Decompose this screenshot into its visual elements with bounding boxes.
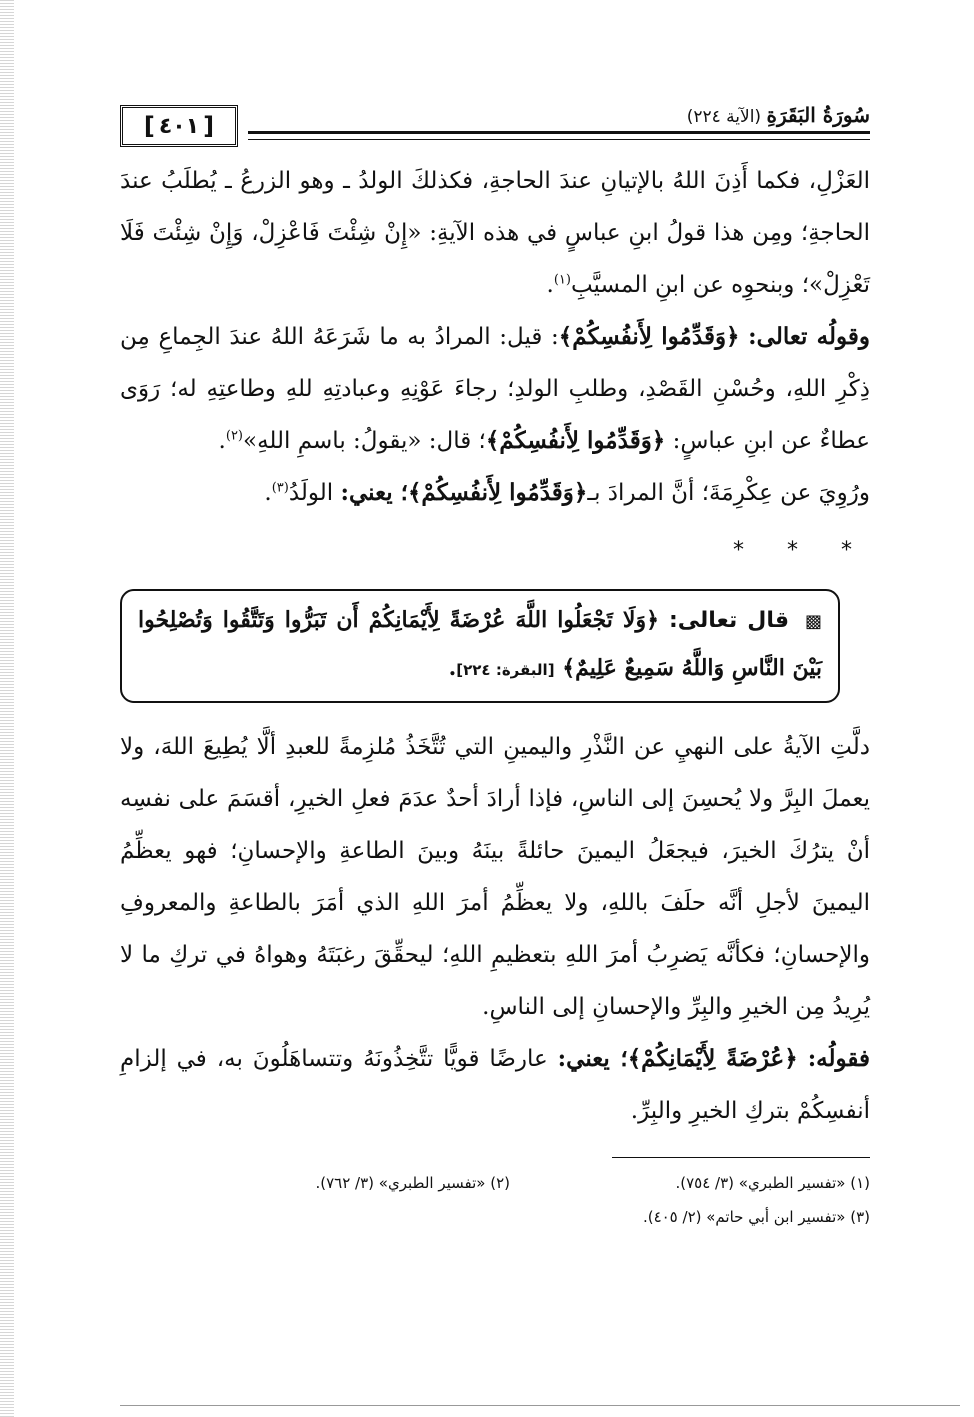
footnote-ref-2: (٢)	[225, 428, 243, 444]
lead-phrase-2: ؛ يعني:	[340, 479, 408, 506]
verse-reference: [البقرة: ٢٢٤]	[456, 661, 555, 679]
footnote-ref-1: (١)	[553, 272, 571, 288]
footnote-row-1	[120, 1166, 870, 1200]
quran-quote-3: ﴿وَقَدِّمُوا لِأَنفُسِكُمْ﴾	[407, 479, 588, 506]
quran-quote-2: ﴿وَقَدِّمُوا لِأَنفُسِكُمْ﴾	[485, 427, 666, 454]
footnote-separator	[612, 1157, 870, 1158]
section-divider-stars: * * *	[733, 538, 870, 563]
scan-edge-texture	[0, 0, 14, 1417]
footnote-1: (١) «تفسير الطبري» (٣/ ٧٥٤).	[675, 1174, 870, 1192]
book-page	[120, 95, 870, 1234]
ayah-label: (الآية ٢٢٤)	[686, 107, 762, 127]
paragraph-5-text: عارضًا قويًّا تتَّخِذُونَهُ وتتساهَلُونَ به، في إلزامِ أنفسِكُمْ بتركِ الخيرِ والبِرِّ.	[120, 1046, 870, 1124]
bracket-left: [	[143, 112, 155, 140]
bracket-right: ]	[203, 112, 215, 140]
body-text	[120, 155, 870, 577]
footnote-row-2	[120, 1200, 870, 1234]
paragraph-3-text-b: الولَدُ	[288, 480, 334, 506]
running-title	[687, 103, 870, 127]
paragraph-1-text: العَزْلِ، فكما أَذِنَ اللهُ بالإتيانِ عندَ الحاجةِ، فكذلكَ الولدُ ـ وهو الزرعُ ـ يُطلَبُ عندَ الحاجةِ؛ ومِن هذا قولُ ابنِ عباسٍ في هذه الآيةِ: «إِنْ شِئْتَ فَاعْزِلْ، وَإِنْ شِئْتَ فَلَا تَعْزِلْ»؛ وبنحوِه عن ابنِ المسيَّبِ	[120, 168, 870, 298]
quran-quote-4: ﴿عُرْضَةً لِأَيْمَانِكُمْ﴾	[627, 1045, 798, 1072]
header-rule-thick	[248, 131, 870, 134]
footnotes	[120, 1166, 870, 1234]
footnote-3: (٣) «تفسير ابن أبي حاتم» (٢/ ٤٠٥).	[642, 1208, 870, 1226]
lead-phrase-3: فقولُه:	[807, 1045, 871, 1072]
paragraph-2: وقولُه تعالى: ﴿وَقَدِّمُوا لِأَنفُسِكُمْ﴾: قيل: المرادُ به ما شَرَعَهُ اللهُ عندَ الجِماعِ مِن ذِكْرِ اللهِ، وحُسْنِ القَصْدِ، وطلبِ الولدِ؛ رجاءَ عَوْنِهِ وعبادتِهِ للهِ وطاعتِهِ له؛ رَوَى عطاءٌ عن ابنِ عباسٍ: ﴿وَقَدِّمُوا لِأَنفُسِكُمْ﴾؛ قال: «يقولُ: باسمِ اللهِ»$^{(٢)}$.	[120, 323, 870, 454]
verse-intro: قال تعالى:	[668, 608, 789, 633]
footnote-2: (٢) «تفسير الطبري» (٣/ ٧٦٢).	[315, 1174, 510, 1192]
paragraph-2-text-b: ؛ قال: «يقولُ: باسمِ اللهِ»	[243, 428, 486, 454]
verse-text: ﴿وَلَا تَجْعَلُوا اللَّهَ عُرْضَةً لِأَيْمَانِكُمْ أَن تَبَرُّوا وَتَتَّقُوا وَتُصْلِحُوا بَيْنَ النَّاسِ وَاللَّهُ سَمِيعٌ عَلِيمٌ﴾	[138, 607, 822, 681]
paragraph-3: ورُوِيَ عن عِكْرِمَةَ؛ أنَّ المرادَ بـ﴿وَقَدِّمُوا لِأَنفُسِكُمْ﴾؛ يعني: الولَدُ$^{(٣)}$.	[264, 479, 870, 506]
paragraph-3-text-a: ورُوِيَ عن عِكْرِمَةَ؛ أنَّ المرادَ بـ	[587, 480, 870, 506]
paragraph-5	[120, 1033, 870, 1137]
footnote-ref-3: (٣)	[271, 480, 289, 496]
paragraph-1: العَزْلِ، فكما أَذِنَ اللهُ بالإتيانِ عندَ الحاجةِ، فكذلكَ الولدُ ـ وهو الزرعُ ـ يُطلَبُ عندَ الحاجةِ؛ ومِن هذا قولُ ابنِ عباسٍ في هذه الآيةِ: «إِنْ شِئْتَ فَاعْزِلْ، وَإِنْ شِئْتَ فَلَا تَعْزِلْ»؛ وبنحوِه عن ابنِ المسيَّبِ$^{(١)}$.	[120, 168, 870, 298]
square-ornament-icon: ▩	[804, 611, 822, 632]
paragraph-4: دلَّتِ الآيةُ على النهيِ عن النَّذْرِ واليمينِ التي تُتَّخَذُ مُلزِمةً للعبدِ ألَّا يُطِيعَ اللهَ، ولا يعملَ البِرَّ ولا يُحسِنَ إلى الناسِ، فإذا أرادَ أحدٌ عدَمَ فعلِ الخيرِ، أقسَمَ على نفسِه أنْ يترُكَ الخيرَ، فيجعَلُ اليمينَ حائلةً بينَهُ وبينَ الطاعةِ والإحسانِ؛ فهو يعظِّمُ اليمينَ لأجلِ أنَّه حلَفَ باللهِ، ولا يعظِّمُ أمرَ اللهِ الذي أمَرَ بالطاعةِ والمعروفِ والإحسانِ؛ فكأنَّه يَضرِبُ أمرَ اللهِ بتعظيمِ اللهِ؛ ليحقِّقَ رغبَتَهُ وهواهُ في تركِ ما لا يُرِيدُ مِن الخيرِ والبِرِّ والإحسانِ إلى الناسِ.	[120, 734, 870, 1020]
page-number: ٤٠١	[158, 113, 200, 139]
lead-phrase-4: ؛ يعني:	[557, 1045, 628, 1072]
page-header	[120, 95, 870, 155]
lead-phrase: وقولُه تعالى:	[748, 323, 870, 350]
body-text-2	[120, 721, 870, 1137]
page-number-box	[120, 105, 238, 147]
header-rule-thin	[248, 139, 870, 140]
scan-bottom-line	[120, 1405, 960, 1406]
paragraph-2-text-a: : قيل: المرادُ به ما شَرَعَهُ اللهُ عندَ الجِماعِ مِن ذِكْرِ اللهِ، وحُسْنِ القَصْدِ، وطلبِ الولدِ؛ رجاءَ عَوْنِهِ وعبادتِهِ للهِ وطاعتِهِ له؛ رَوَى عطاءٌ عن ابنِ عباسٍ:	[120, 324, 870, 454]
surah-name: سُورَةُ البَقَرَةِ	[766, 103, 870, 127]
verse-box: ▩ قال تعالى: ﴿وَلَا تَجْعَلُوا اللَّهَ عُرْضَةً لِأَيْمَانِكُمْ أَن تَبَرُّوا وَتَتَّقُوا وَتُصْلِحُوا بَيْنَ النَّاسِ وَاللَّهُ سَمِيعٌ عَلِيمٌ﴾ [البقرة: ٢٢٤].	[120, 589, 840, 703]
quran-quote: ﴿وَقَدِّمُوا لِأَنفُسِكُمْ﴾	[558, 323, 740, 350]
